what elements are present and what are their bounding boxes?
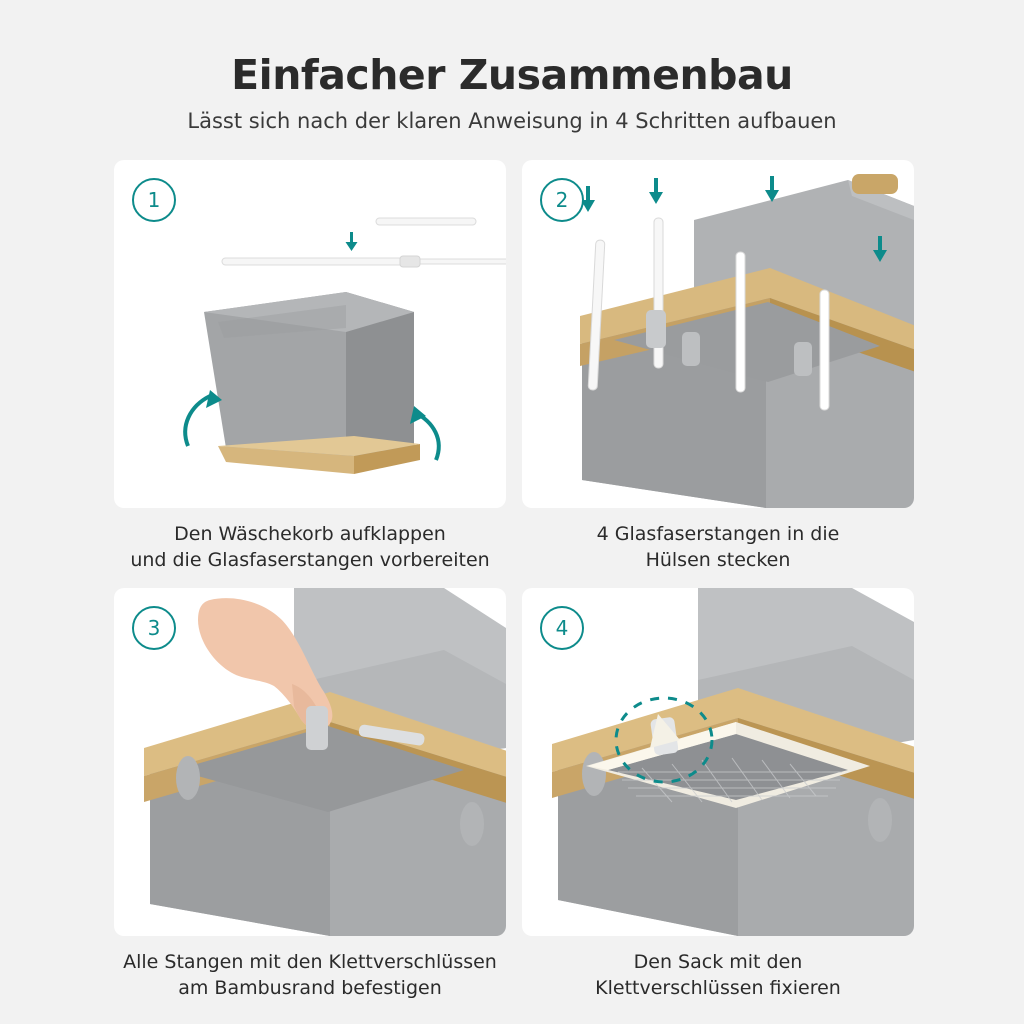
step-number-badge-1: 1	[132, 178, 176, 222]
step-caption-4	[522, 950, 914, 1006]
step-number-badge-3: 3	[132, 606, 176, 650]
step-2-illustration	[522, 160, 914, 508]
basket-body	[204, 292, 414, 460]
step-image-4	[522, 588, 914, 936]
step-3-illustration	[114, 588, 506, 936]
step-image-1	[114, 160, 506, 508]
step-caption-2-line2: Hülsen stecken	[645, 548, 791, 571]
step-caption-1	[114, 522, 506, 578]
step-cell-3	[114, 588, 506, 1006]
step-caption-3-line1: Alle Stangen mit den Klettverschlüssen	[123, 951, 497, 973]
step-cell-2	[522, 160, 914, 578]
step-1-illustration	[114, 160, 506, 508]
step-caption-1-line2: und die Glasfaserstangen vorbereiten	[130, 548, 490, 571]
step-image-2	[522, 160, 914, 508]
steps-grid	[114, 160, 914, 1006]
bamboo-handle	[852, 174, 898, 194]
step-caption-3	[114, 950, 506, 1006]
step-image-3	[114, 588, 506, 936]
step-caption-3-line2: am Bambusrand befestigen	[178, 976, 442, 999]
step-cell-4	[522, 588, 914, 1006]
step-caption-4-line1: Den Sack mit den	[633, 951, 803, 973]
step-caption-2	[522, 522, 914, 578]
page-subtitle: Lässt sich nach der klaren Anweisung in 4 Schritten aufbauen	[187, 109, 837, 134]
page-title: Einfacher Zusammenbau	[231, 51, 793, 99]
step-number-badge-4: 4	[540, 606, 584, 650]
fiberglass-rods	[222, 218, 506, 267]
step-caption-1-line1: Den Wäschekorb aufklappen	[174, 523, 446, 545]
page-header	[0, 0, 1024, 133]
step-caption-2-line1: 4 Glasfaserstangen in die	[596, 523, 840, 545]
down-arrow-icon	[346, 232, 358, 251]
step-4-illustration	[522, 588, 914, 936]
step-cell-1	[114, 160, 506, 578]
step-number-badge-2: 2	[540, 178, 584, 222]
step-caption-4-line2: Klettverschlüssen fixieren	[595, 976, 841, 999]
